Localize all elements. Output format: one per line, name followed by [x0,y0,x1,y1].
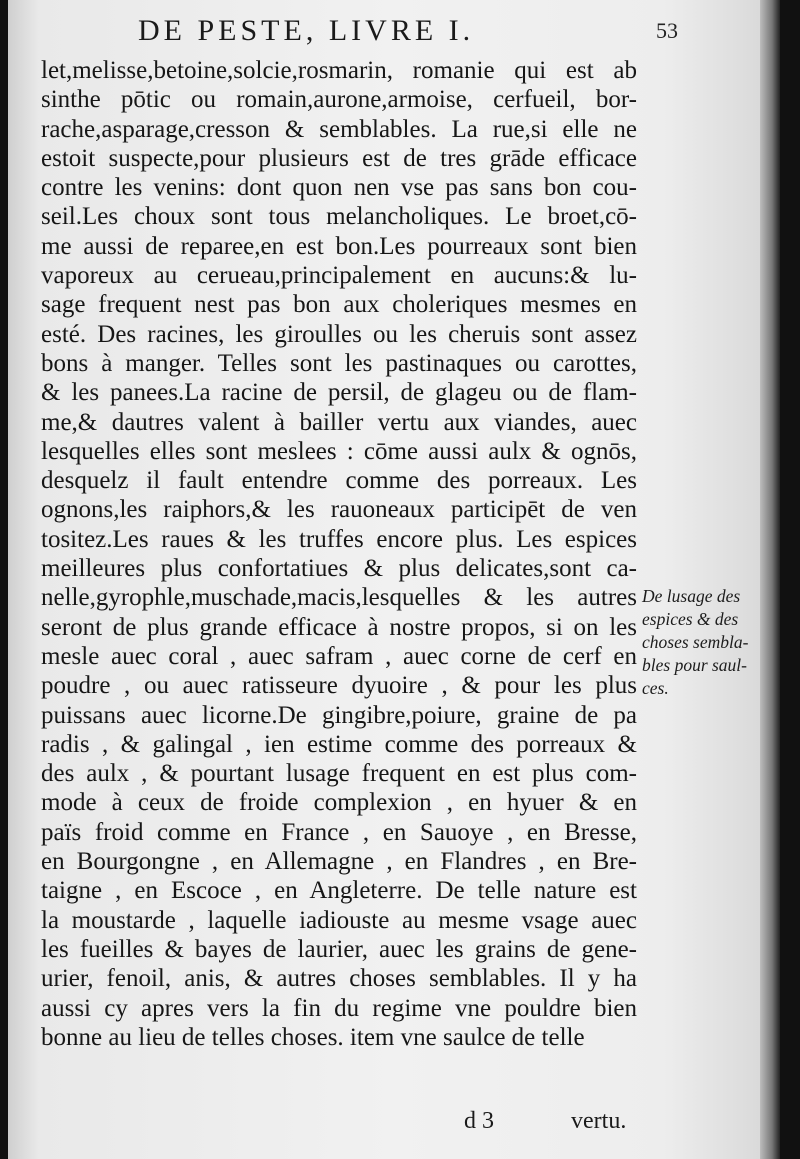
text-line: des aulx , & pourtant lusage frequent en est plus com- [41,760,637,788]
text-line: esté. Des racines, les giroulles ou les cheruis sont assez [41,320,637,348]
text-line: ognons,les raiphors,& les rauoneaux participēt de ven [41,496,637,524]
text-line: me aussi de reparee,en est bon.Les pourreaux sont bien [41,232,637,260]
book-page [8,0,780,1159]
text-line: vaporeux au cerueau,principalement en aucuns:& lu- [41,262,637,290]
margin-note-line: De lusage des [642,586,741,606]
running-head: DE PESTE, LIVRE I. [138,14,475,47]
text-line: sinthe pōtic ou romain,aurone,armoise, cerfueil, bor- [41,86,637,114]
text-line: mesle auec coral , auec safram , auec corne de cerf en [41,642,637,670]
margin-note-line: espices & des [642,609,739,629]
text-line: païs froid comme en France , en Sauoye , en Bresse, [41,818,637,846]
text-line: urier, fenoil, anis, & autres choses semblables. Il y ha [41,965,637,993]
text-line: contre les venins: dont quon nen vse pas sans bon cou- [41,174,637,202]
margin-note [642,585,780,700]
text-line: aussi cy apres vers la fin du regime vne pouldre bien [41,994,637,1022]
text-line: me,& dautres valent à bailler vertu aux viandes, auec [41,408,637,436]
text-line: radis , & galingal , ien estime comme des porreaux & [41,730,637,758]
text-line: la moustarde , laquelle iadiouste au mesme vsage auec [41,906,637,934]
text-line: les fueilles & bayes de laurier, auec les grains de gene- [41,935,637,963]
text-line: & les panees.La racine de persil, de glageu ou de flam- [41,379,637,407]
text-line: nelle,gyrophle,muschade,macis,lesquelles & les autres [41,584,637,612]
page-number: 53 [656,18,678,43]
text-line: let,melisse,betoine,solcie,rosmarin, romanie qui est ab [41,57,637,84]
text-line: mode à ceux de froide complexion , en hyuer & en [41,789,637,817]
text-line: seront de plus grande efficace à nostre propos, si on les [41,613,637,641]
text-line: bons à manger. Telles sont les pastinaques ou carottes, [41,349,637,377]
margin-note-line: ces. [642,678,669,698]
text-line: puissans auec licorne.De gingibre,poiure, graine de pa [41,701,637,729]
text-line: desquelz il fault entendre comme des porreaux. Les [41,467,637,495]
page-edge-shadow [760,0,780,1159]
text-line: sage frequent nest pas bon aux choleriques mesmes en [41,291,637,319]
catchword: vertu. [571,1108,627,1134]
text-line: bonne au lieu de telles choses. item vne saulce de telle [41,1023,585,1051]
text-line: en Bourgongne , en Allemagne , en Flandres , en Bre- [41,848,637,876]
text-line: poudre , ou auec ratisseure dyuoire , & pour les plus [41,672,637,700]
body-text [41,56,637,1052]
text-line: taigne , en Escoce , en Angleterre. De telle nature est [41,877,637,905]
signature-mark: d 3 [464,1108,494,1134]
text-line: tositez.Les raues & les truffes encore plus. Les espices [41,525,637,553]
text-line: lesquelles elles sont meslees : cōme aussi aulx & ognōs, [41,437,637,465]
text-line: estoit suspecte,pour plusieurs est de tres grāde efficace [41,144,637,172]
margin-note-line: bles pour saul- [642,655,747,675]
text-line: seil.Les choux sont tous melancholiques. Le broet,cō- [41,203,637,231]
text-line: rache,asparage,cresson & semblables. La rue,si elle ne [41,115,637,143]
text-line: meilleures plus confortatiues & plus delicates,sont ca- [41,555,637,583]
margin-note-line: choses sembla- [642,632,749,652]
